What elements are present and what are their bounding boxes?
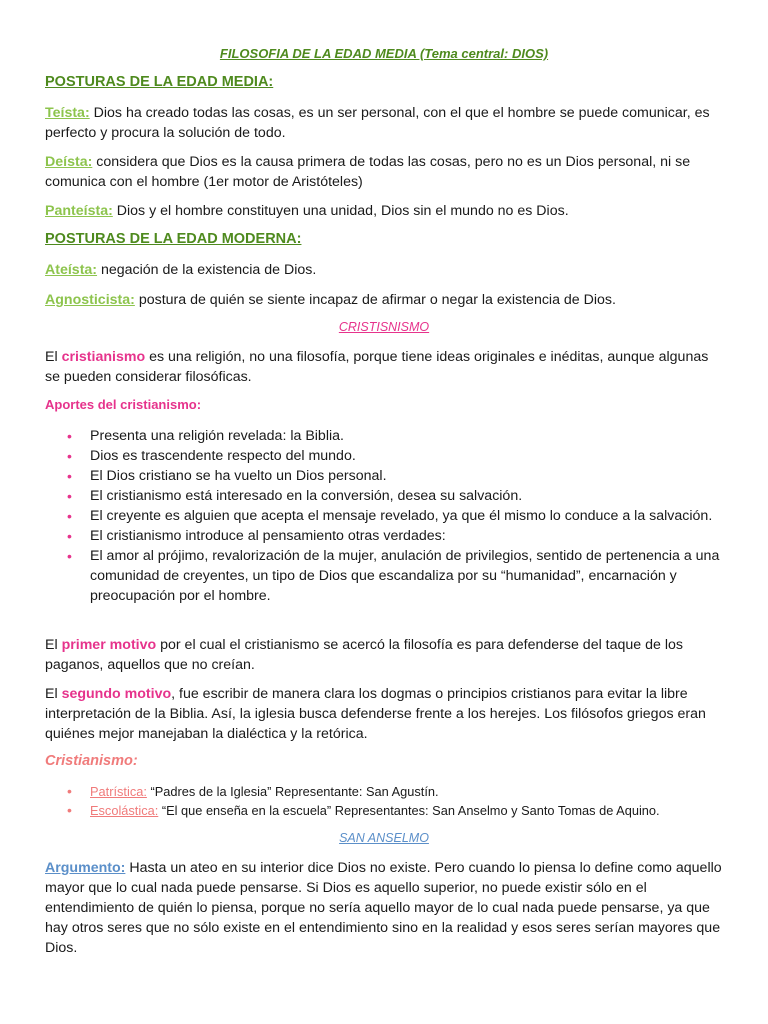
list-item-text: “El que enseña en la escuela” Representantes: San Anselmo y Santo Tomas de Aquino.	[158, 803, 660, 818]
list-item-text: “Padres de la Iglesia” Representante: San Agustín.	[146, 784, 439, 799]
term-agnosticista: Agnosticista:	[45, 292, 135, 308]
list-item-text: El creyente es alguien que acepta el mensaje revelado, ya que él mismo lo conduce a la salvación.	[90, 508, 713, 524]
paragraph-agnosticista	[45, 290, 723, 310]
paragraph-argumento	[45, 858, 723, 958]
list-item-text: El cristianismo introduce al pensamiento otras verdades:	[90, 528, 446, 544]
cristianismo-heading: Cristianismo:	[45, 753, 138, 769]
term-teista: Teísta:	[45, 105, 90, 121]
cristisnismo-title: CRISTISNISMO	[338, 320, 430, 334]
term-deista: Deísta:	[45, 154, 93, 170]
list-item	[45, 526, 723, 546]
san-anselmo-title: SAN ANSELMO	[339, 831, 429, 845]
paragraph-cristianismo-intro	[45, 347, 723, 387]
paragraph-deista	[45, 152, 723, 192]
section-heading-edad-media: POSTURAS DE LA EDAD MEDIA:	[45, 74, 274, 90]
bullet-icon: •	[67, 448, 72, 464]
bullet-icon: •	[67, 783, 72, 799]
list-item	[45, 446, 723, 466]
text-ateista: negación de la existencia de Dios.	[97, 262, 317, 278]
aportes-list	[45, 426, 723, 606]
list-item	[45, 426, 723, 446]
intro-post: es una religión, no una filosofía, porque tiene ideas originales e inéditas, aunque algunas se pueden considerar filosóficas.	[45, 349, 709, 385]
paragraph-primer-motivo	[45, 635, 723, 675]
term-argumento: Argumento:	[45, 860, 126, 876]
bullet-icon: •	[67, 428, 72, 444]
paragraph-segundo-motivo	[45, 684, 723, 744]
paragraph-ateista	[45, 260, 723, 280]
list-item	[45, 546, 723, 606]
bullet-icon: •	[67, 508, 72, 524]
bullet-icon: •	[67, 528, 72, 544]
term-ateista: Ateísta:	[45, 262, 98, 278]
bullet-icon: •	[67, 468, 72, 484]
bullet-icon: •	[67, 488, 72, 504]
paragraph-teista	[45, 103, 723, 143]
periodos-list	[45, 782, 723, 820]
term-primer-motivo: primer motivo	[61, 637, 157, 653]
document-title: FILOSOFIA DE LA EDAD MEDIA (Tema central: DIOS)	[219, 46, 549, 61]
section-heading-edad-moderna: POSTURAS DE LA EDAD MODERNA:	[45, 231, 302, 247]
bullet-icon: •	[67, 802, 72, 818]
list-item-text: El amor al prójimo, revalorización de la mujer, anulación de privilegios, sentido de pertenencia a una comunidad de creyentes, un tipo de Dios que escandaliza por su “humanidad”, encarnación y preocupación por el hombre.	[90, 548, 720, 604]
paragraph-panteista	[45, 201, 723, 221]
motivo1-pre: El	[45, 637, 62, 653]
aportes-heading: Aportes del cristianismo:	[45, 397, 202, 412]
text-argumento: Hasta un ateo en su interior dice Dios no existe. Pero cuando lo piensa lo define como aquello mayor que lo cual nada puede pensarse. Si Dios es aquello superior, no puede existir sólo en el entendimiento de quién lo piensa, porque no sería aquello mayor de lo cual nada puede pensarse, ya que hay otros seres que no sólo existe en el entendimiento sino en la realidad y esos seres serían mayores que Dios.	[45, 860, 722, 956]
text-panteista: Dios y el hombre constituyen una unidad, Dios sin el mundo no es Dios.	[112, 203, 569, 219]
text-teista: Dios ha creado todas las cosas, es un ser personal, con el que el hombre se puede comunicar, es perfecto y procura la solución de todo.	[45, 105, 710, 141]
list-item	[45, 801, 723, 820]
list-item-text: Dios es trascendente respecto del mundo.	[90, 448, 356, 464]
text-agnosticista: postura de quién se siente incapaz de afirmar o negar la existencia de Dios.	[134, 292, 616, 308]
list-item-text: Presenta una religión revelada: la Biblia.	[90, 428, 344, 444]
bullet-icon: •	[67, 548, 72, 564]
intro-pre: El	[45, 349, 62, 365]
list-item	[45, 506, 723, 526]
list-item	[45, 782, 723, 801]
term-panteista: Panteísta:	[45, 203, 113, 219]
motivo2-pre: El	[45, 686, 62, 702]
term-segundo-motivo: segundo motivo	[61, 686, 172, 702]
list-item	[45, 486, 723, 506]
term-cristianismo: cristianismo	[61, 349, 146, 365]
list-item-text: El Dios cristiano se ha vuelto un Dios personal.	[90, 468, 387, 484]
term-escolastica: Escolástica:	[90, 803, 159, 818]
term-patristica: Patrística:	[90, 784, 147, 799]
motivo1-post: por el cual el cristianismo se acercó la filosofía es para defenderse del taque de los paganos, aquellos que no creían.	[45, 637, 683, 673]
text-deista: considera que Dios es la causa primera de todas las cosas, pero no es un Dios personal, ni se comunica con el hombre (1er motor de Aristóteles)	[45, 154, 691, 190]
list-item	[45, 466, 723, 486]
motivo2-post: , fue escribir de manera clara los dogmas o principios cristianos para evitar la libre interpretación de la Biblia. Así, la iglesia busca defenderse frente a los herejes. Los filósofos griegos eran quiénes mejor manejaban la dialéctica y la retórica.	[45, 686, 706, 742]
list-item-text: El cristianismo está interesado en la conversión, desea su salvación.	[90, 488, 523, 504]
